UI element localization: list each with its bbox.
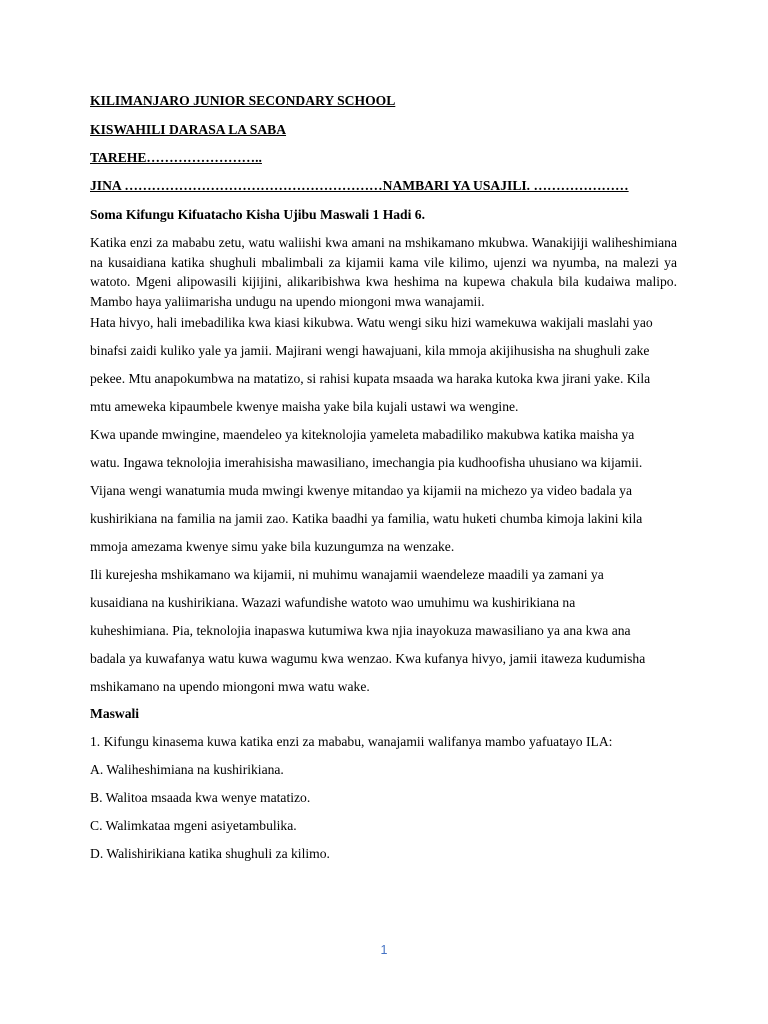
question-1-prompt: 1. Kifungu kinasema kuwa katika enzi za mababu, wanajamii walifanya mambo yafuatayo ILA: <box>90 734 613 749</box>
passage-line: pekee. Mtu anapokumbwa na matatizo, si rahisi kupata msaada wa haraka kutoka kwa jirani yake. Kila <box>90 371 651 386</box>
passage-line: Mambo haya yaliimarisha undugu na upendo miongoni mwa wanajamii. <box>90 293 485 309</box>
passage-line: watu. Ingawa teknolojia imerahisisha mawasiliano, imechangia pia kudhoofisha uhusiano wa kijamii. <box>90 455 643 470</box>
passage-line: mshikamano na upendo miongoni mwa watu wake. <box>90 679 370 694</box>
passage-line: na kusaidiana katika shughuli mbalimbali za kijamii kama vile kilimo, ujenzi wa nyumba, na malezi ya <box>90 254 677 270</box>
passage-line: Katika enzi za mababu zetu, watu waliishi kwa amani na mshikamano mkubwa. Wanakijiji waliheshimiana <box>90 235 677 250</box>
question-1-option-d: D. Walishirikiana katika shughuli za kilimo. <box>90 846 330 861</box>
passage-line: kuheshimiana. Pia, teknolojia inapaswa kutumiwa kwa njia inayokuza mawasiliano ya ana kwa ana <box>90 623 631 638</box>
date-field: TAREHE…………………….. <box>90 150 262 165</box>
passage-line: badala ya kuwafanya watu kuwa wagumu kwa wenzao. Kwa kufanya hivyo, jamii itaweza kudumisha <box>90 651 646 666</box>
questions-heading: Maswali <box>90 706 140 721</box>
question-1-option-a: A. Waliheshimiana na kushirikiana. <box>90 762 284 777</box>
passage-line: binafsi zaidi kuliko yale ya jamii. Majirani wengi hawajuani, kila mmoja akijihusisha na shughuli zake <box>90 343 650 358</box>
passage-line: Ili kurejesha mshikamano wa kijamii, ni muhimu wanajamii waendeleze maadili ya zamani ya <box>90 567 604 582</box>
page-number: 1 <box>380 943 388 957</box>
passage-line: kushirikiana na familia na jamii zao. Katika baadhi ya familia, watu huketi chumba kimoja lakini kila <box>90 511 643 526</box>
subject-title: KISWAHILI DARASA LA SABA <box>90 122 287 137</box>
passage-line: watoto. Mgeni alipowasili kijijini, alikaribishwa kwa heshima na kupewa chakula bila kudaiwa malipo. <box>90 274 677 289</box>
passage-line: kusaidiana na kushirikiana. Wazazi wafundishe watoto wao umuhimu wa kushirikiana na <box>90 595 576 610</box>
instruction: Soma Kifungu Kifuatacho Kisha Ujibu Maswali 1 Hadi 6. <box>90 207 425 222</box>
name-registration-field: JINA …………………………………………………NAMBARI YA USAJILI. ………………… <box>90 178 629 193</box>
passage-line: mtu ameweka kipaumbele kwenye maisha yake bila kujali ustawi wa wengine. <box>90 399 519 414</box>
school-name: KILIMANJARO JUNIOR SECONDARY SCHOOL <box>90 93 396 108</box>
passage-paragraph-3 <box>90 421 677 561</box>
passage-line: Vijana wengi wanatumia muda mwingi kwenye mitandao ya kijamii na michezo ya video badala ya <box>90 483 633 498</box>
passage-line: mmoja amezama kwenye simu yake bila kuzungumza na wenzake. <box>90 539 455 554</box>
passage-line: Hata hivyo, hali imebadilika kwa kiasi kikubwa. Watu wengi siku hizi wamekuwa wakijali maslahi yao <box>90 315 653 330</box>
question-1-option-b: B. Walitoa msaada kwa wenye matatizo. <box>90 790 311 805</box>
question-1-option-c: C. Walimkataa mgeni asiyetambulika. <box>90 818 297 833</box>
passage-paragraph-4 <box>90 561 677 701</box>
passage-line: Kwa upande mwingine, maendeleo ya kiteknolojia yameleta mabadiliko makubwa katika maisha ya <box>90 427 635 442</box>
passage-paragraph-2 <box>90 309 677 421</box>
passage-paragraph-1 <box>90 233 677 311</box>
